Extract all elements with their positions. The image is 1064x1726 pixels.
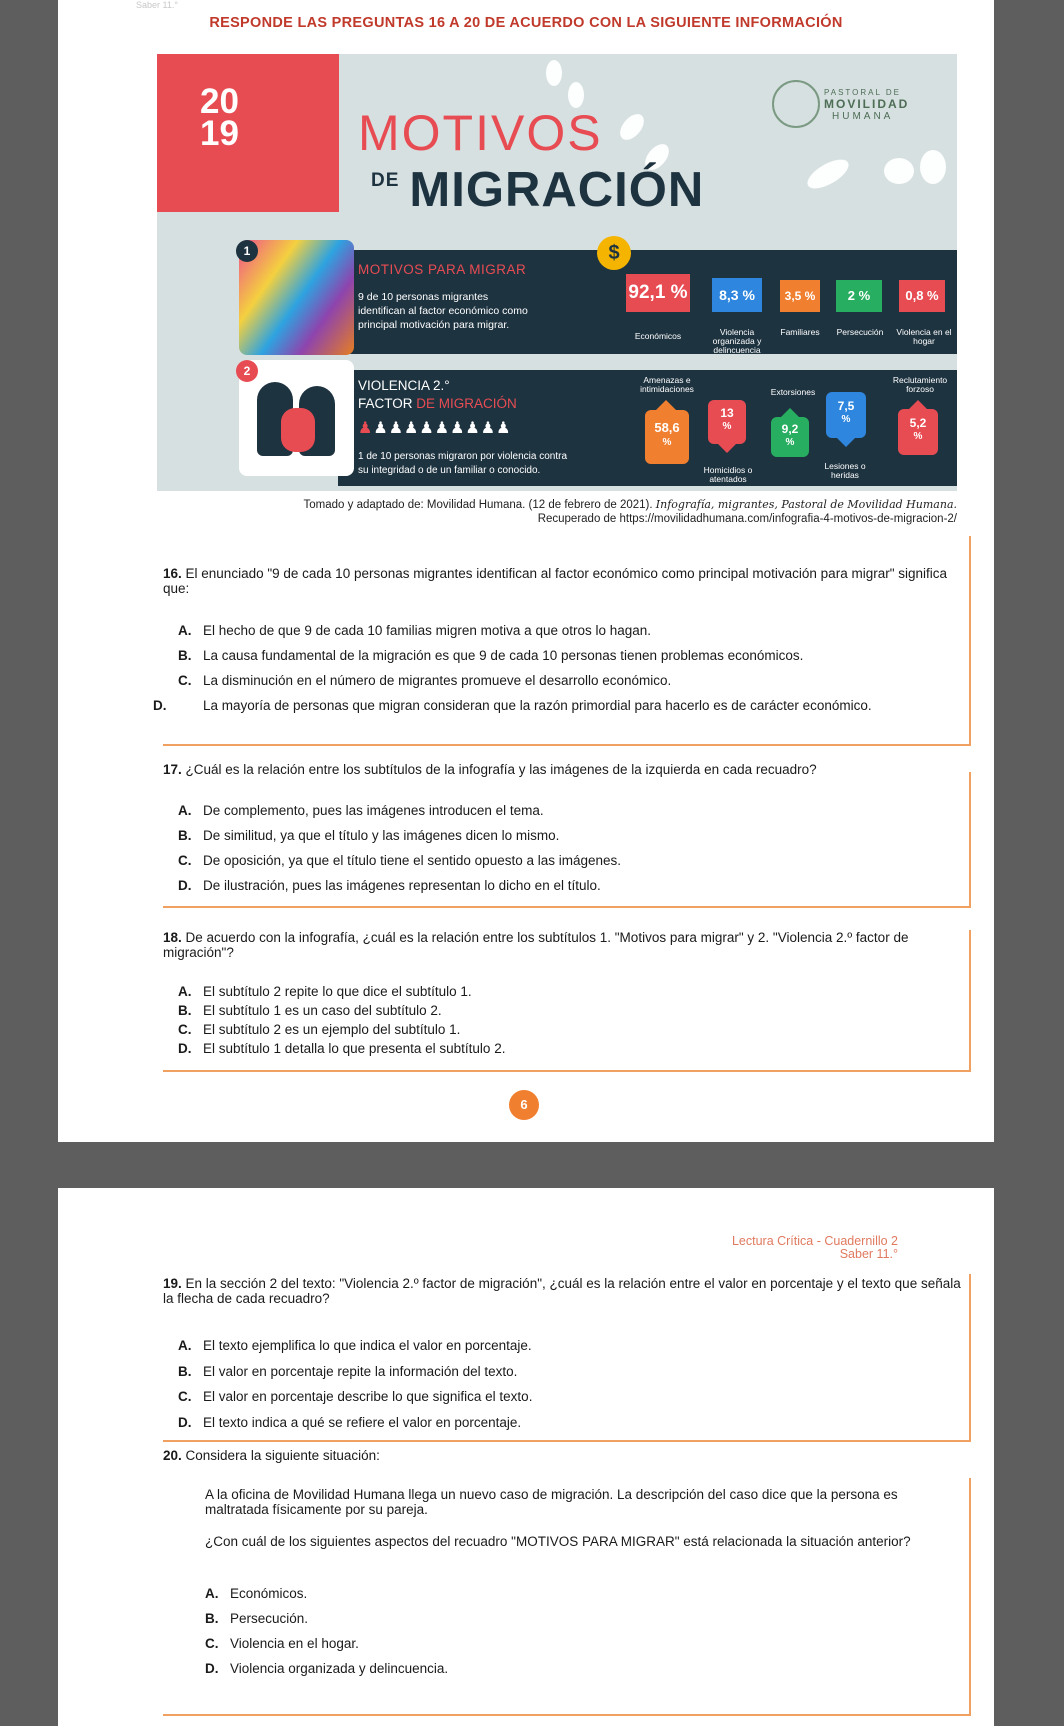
stat-economicos-value: 92,1 % (626, 274, 690, 312)
option-text: Violencia organizada y delincuencia. (230, 1661, 449, 1676)
option-text: La disminución en el número de migrantes promueve el desarrollo económico. (203, 673, 672, 688)
option-text: De oposición, ya que el título tiene el sentido opuesto a las imágenes. (203, 853, 622, 868)
person-figure-icon (281, 408, 315, 452)
option-letter: A. (178, 803, 192, 818)
stat-homicidios-box (708, 400, 746, 444)
instructions-header: RESPONDE LAS PREGUNTAS 16 A 20 DE ACUERDO CON LA SIGUIENTE INFORMACIÓN (209, 15, 843, 31)
page-2 (58, 1188, 994, 1726)
arrow-up-icon (656, 400, 676, 410)
title-migracion-word: MIGRACIÓN (409, 163, 705, 217)
stat-violencia-organizada-value: 8,3 % (712, 278, 762, 312)
source-citation: Tomado y adaptado de: Movilidad Humana. (12 de febrero de 2021). (303, 499, 656, 511)
running-head-title: Lectura Crítica - Cuadernillo 2 (731, 1234, 898, 1248)
option-text: El valor en porcentaje repite la información del texto. (203, 1364, 518, 1379)
section-1-number: 1 (236, 240, 258, 262)
arrow-up-icon (781, 408, 799, 417)
footprint-icon (920, 150, 946, 184)
question-20-question: ¿Con cuál de los siguientes aspectos del recuadro "MOTIVOS PARA MIGRAR" está relacionada la situación anterior? (205, 1534, 911, 1549)
question-20-situation: A la oficina de Movilidad Humana llega un nuevo caso de migración. La descripción del caso dice que la persona es maltratada físicamente por su pareja. (205, 1487, 898, 1517)
year-bottom: 19 (200, 114, 239, 153)
globe-icon (772, 80, 820, 128)
q18-option-d[interactable] (178, 1041, 963, 1056)
option-text: El hecho de que 9 de cada 10 familias migren motiva a que otros lo hagan. (203, 623, 652, 638)
title-de: DE (371, 170, 400, 191)
option-text: Económicos. (230, 1586, 308, 1601)
q19-option-a[interactable] (178, 1338, 963, 1353)
stat-homicidios-label: Homicidios o atentados (703, 465, 753, 484)
q20-option-d[interactable] (205, 1661, 963, 1676)
option-text: El subtítulo 1 detalla lo que presenta el subtítulo 2. (203, 1041, 506, 1056)
stat-familiares-value: 3,5 % (780, 280, 820, 312)
stat-amenazas-value: 58,6 (654, 420, 680, 435)
year-block (157, 54, 339, 212)
arrow-down-icon (837, 438, 855, 447)
logo-line-2: MOVILIDAD (824, 97, 910, 111)
option-text: La causa fundamental de la migración es que 9 de cada 10 personas tienen problemas económicos. (203, 648, 804, 663)
question-17-number: 17. (163, 762, 182, 777)
stat-violencia-hogar-label: Violencia en el hogar (896, 327, 952, 346)
option-text: El subtítulo 1 es un caso del subtítulo 2. (203, 1003, 442, 1018)
question-16-text: El enunciado "9 de cada 10 personas migrantes identifican al factor económico como principal motivación para migrar" significa que: (163, 566, 948, 596)
stat-extorsiones-label: Extorsiones (770, 387, 816, 397)
stat-reclutamiento-value: 5,2 (909, 416, 927, 430)
section-1-text-line-2: identifican al factor económico como (358, 305, 528, 317)
q17-option-c[interactable] (178, 853, 963, 868)
section-2-number: 2 (236, 360, 258, 382)
infographic-title-migracion (371, 162, 704, 218)
stat-lesiones-label: Lesiones o heridas (824, 461, 866, 480)
option-text: Persecución. (230, 1611, 309, 1626)
section-2-text-line-1: 1 de 10 personas migraron por violencia contra (358, 451, 568, 462)
option-letter: D. (178, 878, 192, 893)
q17-option-d[interactable] (178, 878, 963, 893)
section-1-text-line-1: 9 de 10 personas migrantes (358, 291, 489, 303)
question-18-text: De acuerdo con la infografía, ¿cuál es la relación entre los subtítulos 1. "Motivos para migrar" y 2. "Violencia 2.º factor de migración"? (163, 930, 909, 960)
question-19-text: En la sección 2 del texto: "Violencia 2.º factor de migración", ¿cuál es la relación entre el valor en porcentaje y el texto que señala la flecha de cada recuadro? (163, 1276, 961, 1306)
question-18-stem (163, 930, 963, 960)
heading-migracion-word: DE MIGRACIÓN (412, 396, 517, 411)
option-letter: A. (178, 1338, 192, 1353)
source-url: Recuperado de https://movilidadhumana.com/infografia-4-motivos-de-migracion-2/ (537, 513, 957, 525)
q18-option-b[interactable] (178, 1003, 963, 1018)
option-letter: C. (205, 1636, 219, 1651)
stat-lesiones-unit: % (841, 414, 851, 425)
q17-option-a[interactable] (178, 803, 963, 818)
stat-extorsiones-value: 9,2 (781, 422, 799, 436)
option-text: El subtítulo 2 es un ejemplo del subtítulo 1. (203, 1022, 461, 1037)
option-letter: A. (205, 1586, 219, 1601)
stat-amenazas-unit: % (662, 437, 672, 448)
stat-violencia-hogar-value: 0,8 % (899, 280, 945, 312)
stat-persecucion-label: Persecución (836, 327, 884, 337)
q16-option-c[interactable] (178, 673, 963, 688)
dollar-icon: $ (597, 236, 631, 270)
option-letter: B. (205, 1611, 219, 1626)
q20-option-a[interactable] (205, 1586, 963, 1601)
logo-line-1: PASTORAL DE (824, 88, 901, 97)
q16-option-b[interactable] (178, 648, 963, 663)
violence-illustration (239, 360, 354, 476)
option-letter: B. (178, 1003, 192, 1018)
q20-option-b[interactable] (205, 1611, 963, 1626)
source-line-1 (157, 498, 957, 512)
pastoral-logo (772, 80, 932, 130)
q17-option-b[interactable] (178, 828, 963, 843)
option-text: El valor en porcentaje describe lo que significa el texto. (203, 1389, 533, 1404)
option-letter: C. (178, 853, 192, 868)
option-text: El texto indica a qué se refiere el valor en porcentaje. (203, 1415, 522, 1430)
stat-extorsiones-box (771, 417, 809, 457)
footprint-icon (884, 158, 914, 184)
option-text: De similitud, ya que el título y las imágenes dicen lo mismo. (203, 828, 560, 843)
stat-reclutamiento-label: Reclutamiento forzoso (892, 375, 948, 394)
option-text: El texto ejemplifica lo que indica el valor en porcentaje. (203, 1338, 532, 1353)
option-letter: B. (178, 828, 192, 843)
stat-homicidios-unit: % (722, 421, 732, 432)
q16-option-d[interactable] (153, 698, 963, 713)
stat-amenazas-label: Amenazas e intimidaciones (640, 375, 694, 394)
people-icons-row (358, 418, 511, 437)
stat-reclutamiento-box (898, 409, 938, 455)
migrants-crowd-image (239, 240, 354, 355)
question-16-number: 16. (163, 566, 182, 581)
option-letter: D. (205, 1661, 219, 1676)
faint-page-header: Saber 11.° (136, 0, 178, 10)
running-head-exam: Saber 11.° (839, 1247, 898, 1261)
option-letter: C. (178, 1022, 192, 1037)
section-1-heading: MOTIVOS PARA MIGRAR (358, 262, 527, 277)
infographic-title-motivos: MOTIVOS (358, 105, 603, 161)
option-text: El subtítulo 2 repite lo que dice el subtítulo 1. (203, 984, 472, 999)
stat-violencia-organizada-label: Violencia organizada y delincuencia (712, 327, 762, 355)
person-icons: ♟♟♟♟♟♟♟♟♟ (373, 418, 512, 437)
option-letter: C. (178, 673, 192, 688)
section-2-heading-2 (358, 396, 517, 411)
question-17-stem (163, 762, 963, 777)
option-text: De ilustración, pues las imágenes representan lo dicho en el título. (203, 878, 601, 893)
stat-economicos-label: Económicos (634, 331, 682, 341)
question-19-stem (163, 1276, 963, 1306)
stat-extorsiones-unit: % (785, 437, 795, 448)
q19-option-d[interactable] (178, 1415, 963, 1430)
page-number: 6 (509, 1090, 539, 1120)
arrow-down-icon (718, 444, 736, 453)
arrow-up-icon (909, 400, 927, 409)
question-20-text: Considera la siguiente situación: (181, 1448, 380, 1463)
section-1-text-line-3: principal motivación para migrar. (358, 319, 510, 331)
q18-option-a[interactable] (178, 984, 963, 999)
logo-line-3: HUMANA (832, 111, 894, 122)
question-20-stem (163, 1448, 963, 1463)
stat-lesiones-value: 7,5 (837, 399, 855, 413)
option-letter: D. (178, 1415, 192, 1430)
option-text: La mayoría de personas que migran consideran que la razón primordial para hacerlo es de carácter económico. (203, 698, 872, 713)
stat-amenazas-box (645, 410, 689, 464)
question-20-number: 20. (163, 1448, 182, 1463)
footprint-icon (546, 60, 562, 86)
question-18-number: 18. (163, 930, 182, 945)
stat-lesiones-box (826, 392, 866, 438)
stat-familiares-label: Familiares (780, 327, 820, 337)
question-17-text: ¿Cuál es la relación entre los subtítulos de la infografía y las imágenes de la izquierda en cada recuadro? (181, 762, 817, 777)
option-letter: D. (178, 1041, 192, 1056)
q16-option-a[interactable] (178, 623, 963, 638)
q19-option-b[interactable] (178, 1364, 963, 1379)
question-16-stem (163, 566, 963, 596)
source-title: Infografía, migrantes, Pastoral de Movilidad Humana. (655, 498, 957, 511)
stat-reclutamiento-unit: % (913, 431, 923, 442)
stat-persecucion-value: 2 % (836, 280, 882, 312)
option-letter: C. (178, 1389, 192, 1404)
question-19-number: 19. (163, 1276, 182, 1291)
year-top: 20 (200, 82, 239, 121)
stat-homicidios-value: 13 (720, 406, 734, 420)
option-letter: A. (178, 623, 192, 638)
person-icon-highlighted: ♟ (358, 418, 374, 437)
option-text: De complemento, pues las imágenes introducen el tema. (203, 803, 544, 818)
q19-option-c[interactable] (178, 1389, 963, 1404)
section-2-text-line-2: su integridad o de un familiar o conocido. (358, 465, 541, 476)
option-letter: B. (178, 648, 192, 663)
page-1 (58, 0, 994, 1142)
q18-option-c[interactable] (178, 1022, 963, 1037)
q20-option-c[interactable] (205, 1636, 963, 1651)
option-text: Violencia en el hogar. (230, 1636, 359, 1651)
heading-factor-word: FACTOR (358, 396, 413, 411)
option-letter: D. (153, 698, 167, 713)
option-letter: A. (178, 984, 192, 999)
option-letter: B. (178, 1364, 192, 1379)
section-2-heading-1: VIOLENCIA 2.° (358, 378, 450, 393)
